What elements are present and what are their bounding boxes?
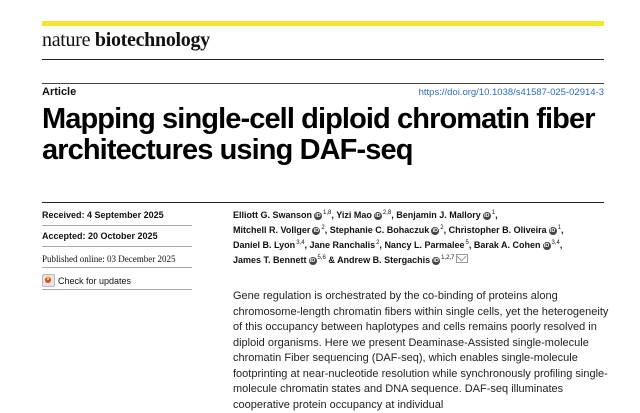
- doi-link[interactable]: https://doi.org/10.1038/s41587-025-02914-3: [418, 87, 604, 98]
- affiliation-marker[interactable]: 2: [321, 225, 325, 231]
- affiliation-marker[interactable]: 1,8: [323, 210, 332, 216]
- date-divider: [42, 225, 192, 226]
- affiliation-marker[interactable]: 2,8: [382, 210, 392, 216]
- date-divider: [42, 246, 192, 247]
- author-name-text: Elliott G. Swanson: [233, 210, 313, 220]
- author-name[interactable]: [310, 240, 380, 250]
- author-name[interactable]: [474, 240, 560, 250]
- affiliation-marker[interactable]: 2: [376, 240, 380, 246]
- author-name-text: Yizi Mao: [336, 210, 372, 220]
- header-divider: [42, 59, 604, 60]
- author-name[interactable]: [449, 225, 561, 235]
- author-name[interactable]: [330, 225, 444, 235]
- check-updates-icon: [42, 274, 55, 287]
- affiliation-marker[interactable]: 2: [440, 225, 444, 231]
- abstract: [233, 289, 618, 413]
- journal-prefix: nature: [42, 29, 95, 51]
- journal-name: biotechnology: [94, 29, 210, 51]
- affiliation-marker[interactable]: 1: [557, 225, 561, 231]
- author-name-text: Jane Ranchalis: [309, 240, 376, 250]
- author-name-text: Stephanie C. Bohaczuk: [329, 225, 430, 235]
- accepted-date: [42, 231, 192, 241]
- date-divider: [42, 267, 192, 268]
- article-divider: [42, 83, 604, 84]
- orcid-icon[interactable]: iD: [375, 213, 381, 219]
- email-icon[interactable]: [456, 254, 468, 263]
- orcid-icon[interactable]: iD: [549, 228, 556, 234]
- author-name-text: Andrew B. Stergachis: [337, 255, 431, 265]
- affiliation-marker[interactable]: 1: [491, 210, 496, 216]
- meta-divider: [42, 202, 604, 203]
- orcid-icon[interactable]: iD: [433, 258, 439, 264]
- author-list: Elliott G. Swanson iD $^{1,8}$, Yizi Mao iD $^{2,8}$, Benjamin J. Mallory iD $^1$, Mitchell R. Vollger iD $^2$, Stephanie C. Bohaczuk iD $^2$, Christopher B. Oliveira iD $^1$, Daniel B. Lyon$^{3,4}$, Jane Ranchalis$^2$, Nancy L. Parmalee$^5$, Barak A. Cohen iD $^{3,4}$, James T. Bennett iD $^{5,6}$ & Andrew B. Stergachis iD $^{1,2,7}$: [233, 210, 564, 265]
- date-divider: [42, 289, 192, 290]
- author-name-text: Benjamin J. Mallory: [396, 210, 481, 220]
- affiliation-marker[interactable]: 5: [465, 240, 469, 246]
- orcid-icon[interactable]: iD: [315, 213, 321, 219]
- author-name-text: Christopher B. Oliveira: [448, 225, 547, 235]
- published-date: [42, 254, 175, 264]
- affiliation-marker[interactable]: 1,2,7: [441, 255, 455, 261]
- accepted-value: 20 October 2025: [88, 231, 158, 241]
- published-value: 03 December 2025: [107, 254, 176, 264]
- author-name[interactable]: [384, 240, 468, 250]
- author-name[interactable]: [233, 210, 331, 220]
- author-name[interactable]: [233, 240, 305, 250]
- author-name[interactable]: [337, 255, 454, 265]
- author-name[interactable]: [233, 255, 326, 265]
- affiliation-marker[interactable]: 3,4: [551, 240, 560, 246]
- orcid-icon[interactable]: iD: [313, 228, 320, 234]
- author-name-text: James T. Bennett: [233, 255, 307, 265]
- author-name-text: Nancy L. Parmalee: [384, 240, 465, 250]
- orcid-icon[interactable]: iD: [432, 228, 438, 234]
- check-updates-label: Check for updates: [58, 275, 132, 286]
- author-name[interactable]: [336, 210, 391, 220]
- abstract-text: Gene regulation is orchestrated by the co-binding of proteins along chromosome-length chromatin fibers within single cells, yet the heterogeneity of this occupancy between haplotypes and cells remains poorly resolved in diploid organisms. Here we present Deaminase-Assisted single-molecule chromatin Fiber sequencing (DAF-seq), which enables single-molecule footprinting at near-nucleotide resolution while synchronously profiling single-molecule chromatin states and DNA sequence. DAF-seq illuminates cooperative protein occupancy at individual: [233, 290, 609, 411]
- article-title: Mapping single-cell diploid chromatin fiber architectures using DAF-seq: [42, 103, 595, 166]
- orcid-icon[interactable]: iD: [484, 213, 490, 219]
- orcid-icon[interactable]: iD: [543, 243, 550, 249]
- check-for-updates-button[interactable]: [42, 274, 131, 287]
- affiliation-marker[interactable]: 3,4: [296, 240, 305, 246]
- author-name-text: Daniel B. Lyon: [233, 240, 296, 250]
- received-date: [42, 210, 192, 220]
- affiliation-marker[interactable]: 5,6: [317, 255, 326, 261]
- journal-logo[interactable]: [42, 29, 210, 52]
- received-label: Received:: [42, 210, 85, 220]
- article-type: Article: [42, 86, 77, 98]
- received-value: 4 September 2025: [87, 210, 164, 220]
- author-name[interactable]: [233, 225, 325, 235]
- journal-accent-bar: [42, 21, 604, 26]
- author-name[interactable]: [396, 210, 495, 220]
- orcid-icon[interactable]: iD: [309, 258, 316, 264]
- accepted-label: Accepted:: [42, 231, 86, 241]
- author-conjunction: &: [328, 255, 335, 265]
- author-name-text: Mitchell R. Vollger: [233, 225, 311, 235]
- author-name-text: Barak A. Cohen: [473, 240, 541, 250]
- published-label: Published online:: [42, 254, 105, 264]
